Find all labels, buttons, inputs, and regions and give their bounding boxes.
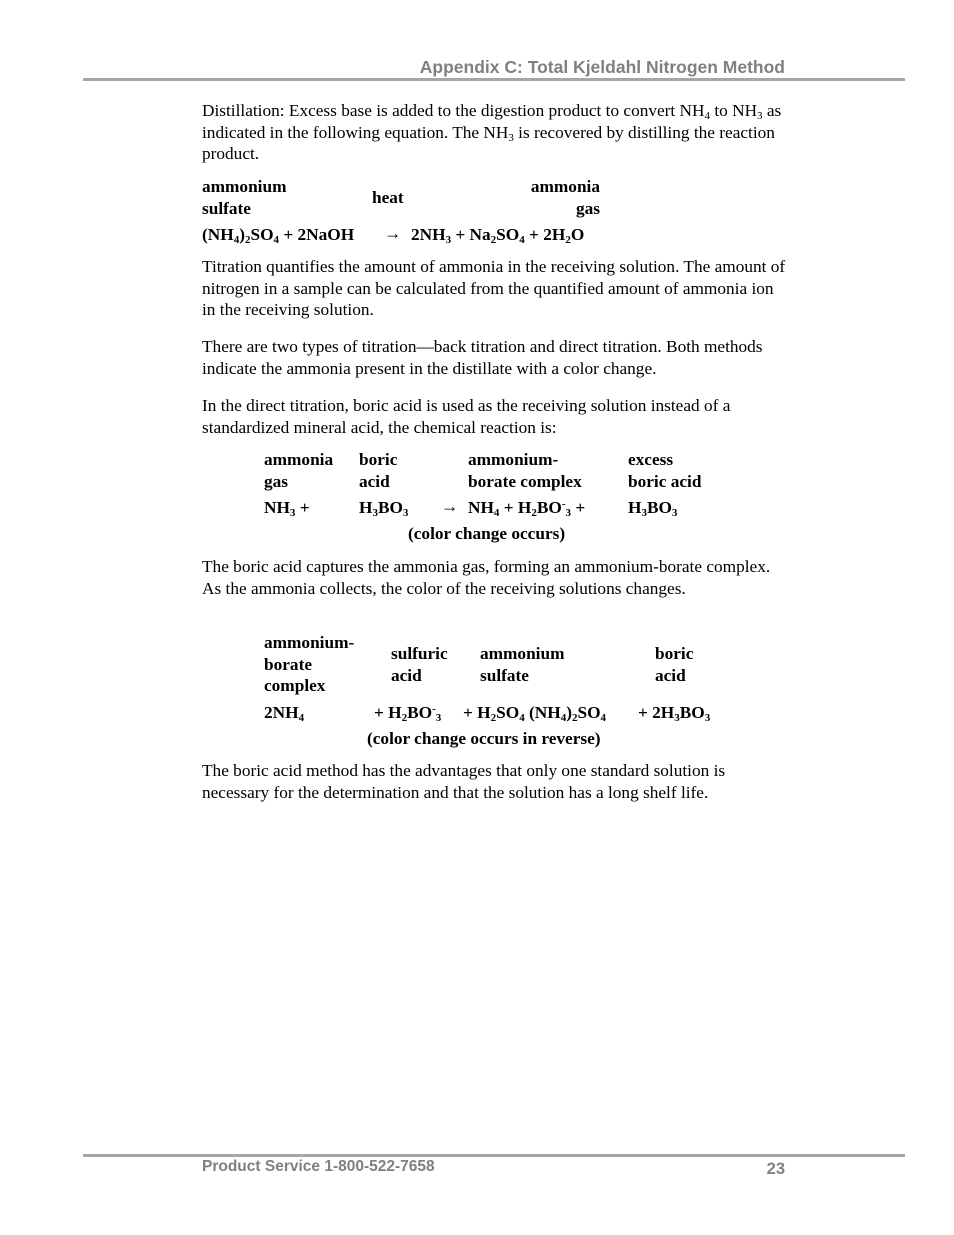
eq2-label-col1-line1: ammonia [264,450,334,469]
eq3-term3: + $H_2SO_4$ $(NH_4)_2SO_4$ [463,703,607,724]
eq2-label-col2-line1: boric [359,450,398,469]
eq1-rhs: $2NH_3 + Na_2SO_4 + 2H_2O$ [411,225,585,246]
distillation-text-d: is recovered by distilling the reaction product. [202,122,775,164]
eq2-label-ammonia-gas [264,449,333,492]
eq3-label-col3-line1: ammonium [480,644,565,663]
advantages-paragraph: The boric acid method has the advantages that only one standard solution is necessary for the determination and that the solution has a long shelf life. [202,761,726,802]
distillation-sub-c: 3 [508,131,514,144]
running-header: Appendix C: Total Kjeldahl Nitrogen Method [419,57,785,77]
eq2-label-excess-boric-acid [628,449,701,492]
eq3-label-ammonium-borate [264,632,354,697]
eq2-label-col3-line2: borate complex [468,471,582,491]
eq1-lhs: $(NH_4)_2SO_4$ + 2NaOH [202,225,355,246]
eq3-label-col4-line2: acid [655,665,686,685]
eq1-label-ammonia-line1: ammonia [530,177,600,196]
distillation-sub-b: 3 [757,110,763,122]
eq1-label-ammonium-line1: ammonium [202,177,287,196]
eq3-label-col1-line3: complex [264,676,326,696]
eq1-label-heat: heat [372,188,404,207]
eq3-label-col2-line1: sulfuric [391,644,448,663]
eq1-label-ammonium-line2: sulfate [202,198,251,218]
page-number: 23 [766,1160,785,1178]
eq3-note: (color change occurs in reverse) [367,729,601,748]
eq2-label-col4-line2: boric acid [628,471,702,491]
distillation-text-c: as indicated in the following equation. The NH [202,101,782,142]
eq3-term4: + $2H_3BO_3$ [638,703,711,724]
eq1-label-ammonium [202,176,287,219]
distillation-paragraph [202,100,787,165]
eq2-label-col3-line1: ammonium- [468,450,559,469]
eq2-label-boric-acid [359,449,397,492]
eq3-label-col3-line2: sulfate [480,665,529,685]
boric-acid-captures-paragraph: The boric acid captures the ammonia gas, forming an ammonium-borate complex. As the ammonia collects, the color of the receiving solutions changes. [202,557,771,598]
distillation-text-b: to NH [710,101,758,120]
distillation-sub-a: 4 [704,110,710,122]
eq1-label-ammonia-line2: gas [575,198,600,218]
eq3-label-col1-line1: ammonium- [264,633,355,652]
eq3-label-col4-line1: boric [655,644,694,663]
eq2-arrow-icon: → [441,497,459,516]
direct-titration-paragraph: In the direct titration, boric acid is used as the receiving solution instead of a standardized mineral acid, the chemical reaction is: [202,396,731,437]
eq3-label-col2-line2: acid [391,665,422,685]
eq2-term4: $H_3BO_3$ [628,498,678,519]
eq3-label-sulfuric-acid [391,643,448,686]
eq2-term1: $NH_3$ + [264,498,310,519]
product-service-phone: Product Service 1-800-522-7658 [202,1158,435,1175]
eq2-label-col4-line1: excess [628,450,674,469]
eq2-label-col1-line2: gas [264,471,289,491]
titration-paragraph: Titration quantifies the amount of ammonia in the receiving solution. The amount of nitrogen in a sample can be calculated from the quantified amount of ammonia ion in the receiving solution. [202,257,786,320]
eq3-term1: $2NH_4$ [264,703,305,724]
eq2-note: (color change occurs) [408,524,566,543]
eq3-label-ammonium-sulfate [480,643,565,686]
footer-rule [83,1154,905,1157]
distillation-text-a: Distillation: Excess base is added to the digestion product to convert NH [202,101,705,120]
eq2-label-ammonium-borate [468,449,582,492]
eq1-arrow-icon: → [384,224,402,243]
eq3-label-boric-acid [655,643,693,686]
eq1-label-ammonia [520,176,600,219]
header-rule [83,78,905,81]
eq2-term3: $NH_4 + H_2BO^-_3$ + [468,498,586,519]
eq2-label-col2-line2: acid [359,471,390,491]
eq3-term2: + $H_2BO^-_3$ [374,703,442,724]
titration-types-paragraph: There are two types of titration—back titration and direct titration. Both methods indicate the ammonia present in the distillate with a color change. [202,337,763,378]
eq3-label-col1-line2: borate [264,654,312,674]
eq2-term2: $H_3BO_3$ [359,498,409,519]
